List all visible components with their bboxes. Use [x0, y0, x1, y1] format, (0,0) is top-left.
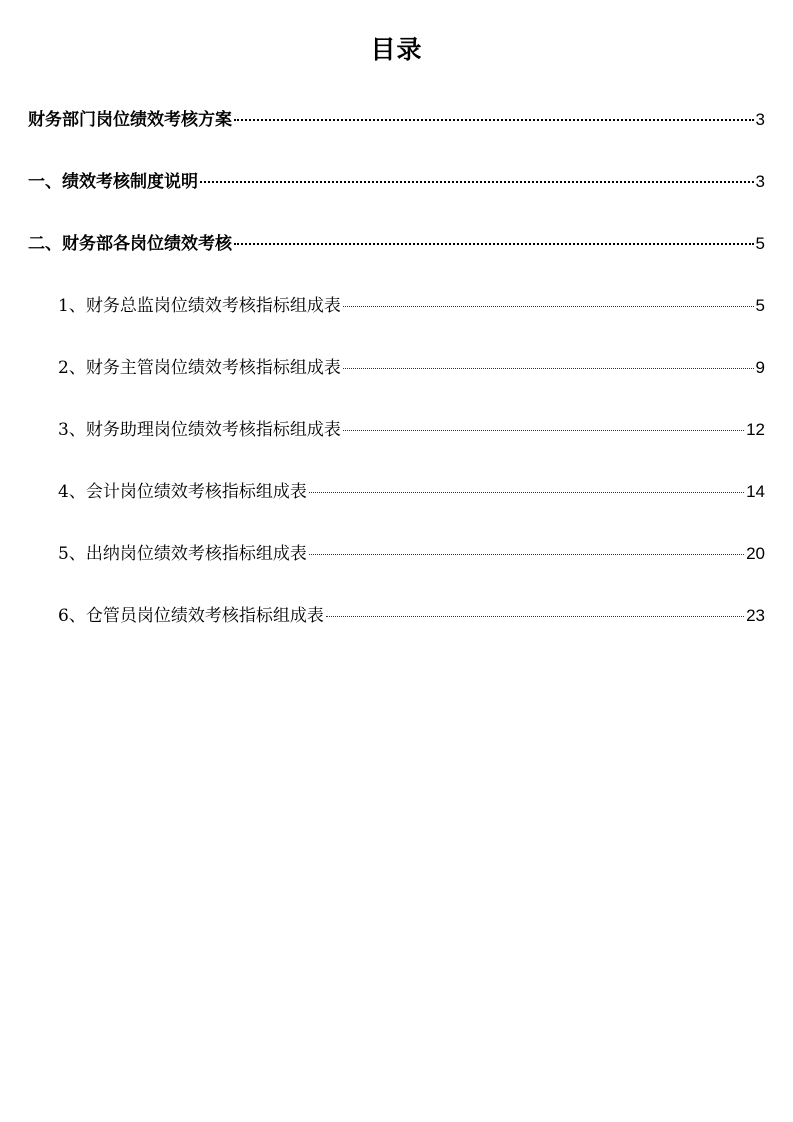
toc-entry-position-assessment[interactable] [28, 228, 765, 260]
toc-entry-text: 5、出纳岗位绩效考核指标组成表 [58, 544, 307, 564]
toc-page-number: 9 [755, 358, 765, 377]
page-title: 目录 [370, 35, 423, 64]
toc-dot-leader [326, 615, 744, 617]
toc-page-number: 12 [746, 420, 765, 439]
toc-entry-text: 4、会计岗位绩效考核指标组成表 [58, 482, 307, 502]
toc-entry-text: 一、绩效考核制度说明 [28, 172, 198, 192]
toc-dot-leader [234, 118, 754, 121]
toc-entry-text: 二、财务部各岗位绩效考核 [28, 234, 232, 254]
toc-entry-warehouse-keeper[interactable] [58, 600, 765, 632]
toc-page-number: 5 [755, 234, 765, 253]
toc-dot-leader [309, 553, 744, 555]
toc-entry-finance-assistant[interactable] [58, 414, 765, 446]
toc-page-number: 3 [755, 110, 765, 129]
toc-entry-accountant[interactable] [58, 476, 765, 508]
toc-entry-text: 3、财务助理岗位绩效考核指标组成表 [58, 420, 341, 440]
toc-entry-text: 6、仓管员岗位绩效考核指标组成表 [58, 606, 324, 626]
toc-dot-leader [309, 491, 744, 493]
toc-entry-cashier[interactable] [58, 538, 765, 570]
toc-dot-leader [343, 367, 754, 369]
toc-entry-text: 1、财务总监岗位绩效考核指标组成表 [58, 296, 341, 316]
toc-dot-leader [234, 242, 754, 245]
toc-entry-scheme[interactable] [28, 104, 765, 136]
toc-entry-finance-supervisor[interactable] [58, 352, 765, 384]
toc-dot-leader [200, 180, 754, 183]
toc-page-number: 20 [746, 544, 765, 563]
toc-page-number: 5 [755, 296, 765, 315]
toc-page-number: 3 [755, 172, 765, 191]
toc-page-number: 14 [746, 482, 765, 501]
toc-dot-leader [343, 429, 744, 431]
toc-page-number: 23 [746, 606, 765, 625]
toc-entry-text: 财务部门岗位绩效考核方案 [28, 110, 232, 130]
toc-entry-cfo[interactable] [58, 290, 765, 322]
toc-dot-leader [343, 305, 754, 307]
toc-entry-text: 2、财务主管岗位绩效考核指标组成表 [58, 358, 341, 378]
toc-entry-system-description[interactable] [28, 166, 765, 198]
